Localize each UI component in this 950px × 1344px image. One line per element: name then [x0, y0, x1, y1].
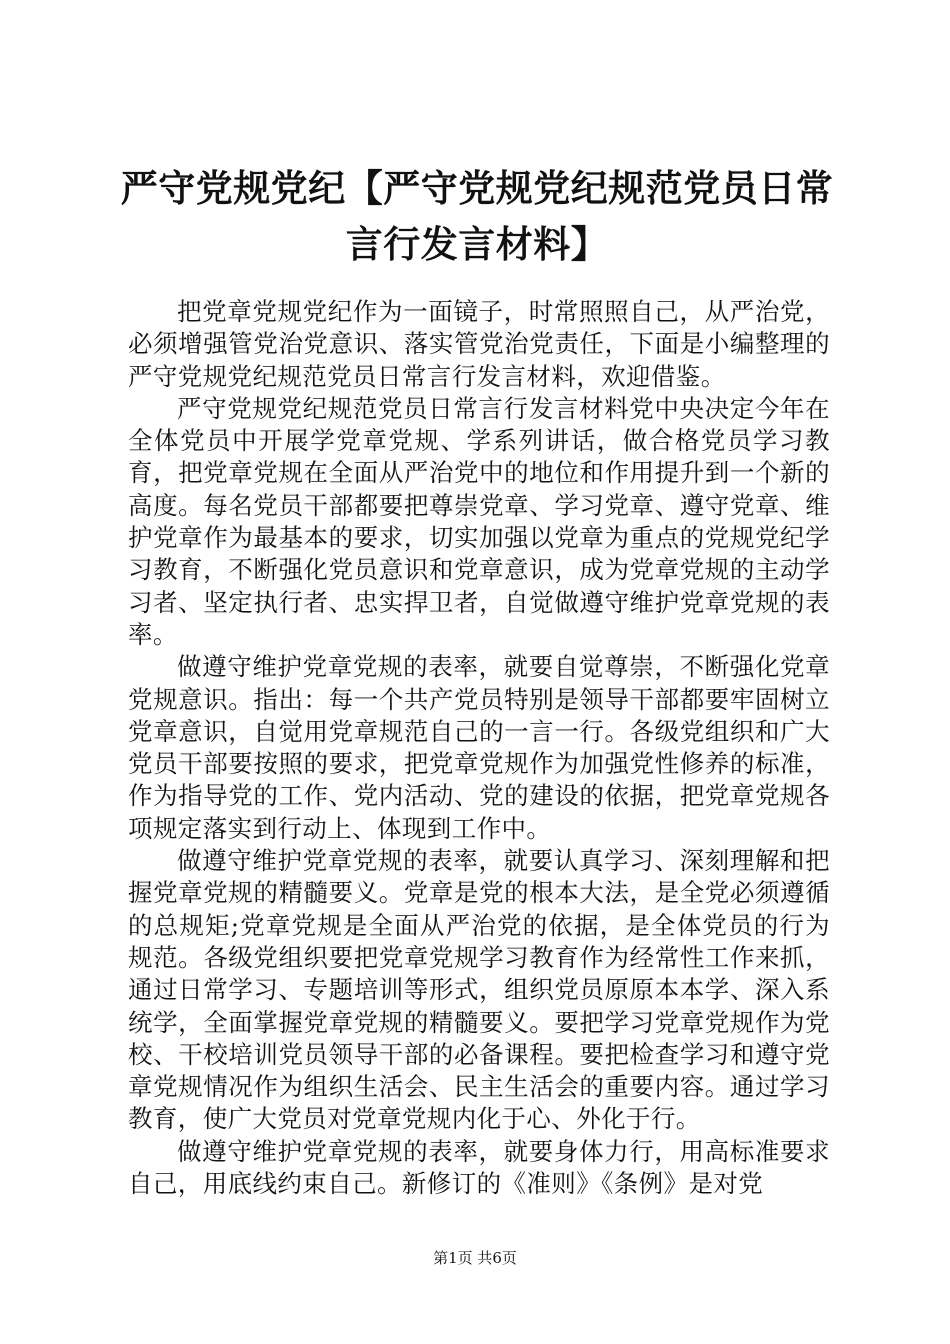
paragraph-intro: 把党章党规党纪作为一面镜子，时常照照自己，从严治党，必须增强管党治党意识、落实管党治党责任，下面是小编整理的严守党规党纪规范党员日常言行发言材料，欢迎借鉴。 [128, 297, 830, 391]
paragraph-4: 做遵守维护党章党规的表率，就要认真学习、深刻理解和把握党章党规的精髓要义。党章是党的根本大法，是全党必须遵循的总规矩;党章党规是全面从严治党的依据，是全体党员的行为规范。各级党组织要把党章党规学习教育作为经常性工作来抓，通过日常学习、专题培训等形式，组织党员原原本本学、深入系统学，全面掌握党章党规的精髓要义。要把学习党章党规作为党校、干校培训党员领导干部的必备课程。要把检查学习和遵守党章党规情况作为组织生活会、民主生活会的重要内容。通过学习教育，使广大党员对党章党规内化于心、外化于行。 [128, 846, 830, 1134]
paragraph-5: 做遵守维护党章党规的表率，就要身体力行，用高标准要求自己，用底线约束自己。新修订的《准则》《条例》是对党 [128, 1136, 830, 1199]
paragraph-2: 严守党规党纪规范党员日常言行发言材料党中央决定今年在全体党员中开展学党章党规、学系列讲话，做合格党员学习教育，把党章党规在全面从严治党中的地位和作用提升到一个新的高度。每名党员干部都要把尊崇党章、学习党章、遵守党章、维护党章作为最基本的要求，切实加强以党章为重点的党规党纪学习教育，不断强化党员意识和党章意识，成为党章党规的主动学习者、坚定执行者、忠实捍卫者，自觉做遵守维护党章党规的表率。 [128, 393, 830, 649]
document-title: 严守党规党纪【严守党规党纪规范党员日常言行发言材料】 [120, 166, 834, 266]
page-number-footer: 第1页 共6页 [433, 1249, 517, 1267]
paragraph-3: 做遵守维护党章党规的表率，就要自觉尊崇，不断强化党章党规意识。指出：每一个共产党员特别是领导干部都要牢固树立党章意识，自觉用党章规范自己的一言一行。各级党组织和广大党员干部要按照的要求，把党章党规作为加强党性修养的标准，作为指导党的工作、党内活动、党的建设的依据，把党章党规各项规定落实到行动上、体现到工作中。 [128, 652, 830, 843]
document-body [128, 296, 830, 1200]
